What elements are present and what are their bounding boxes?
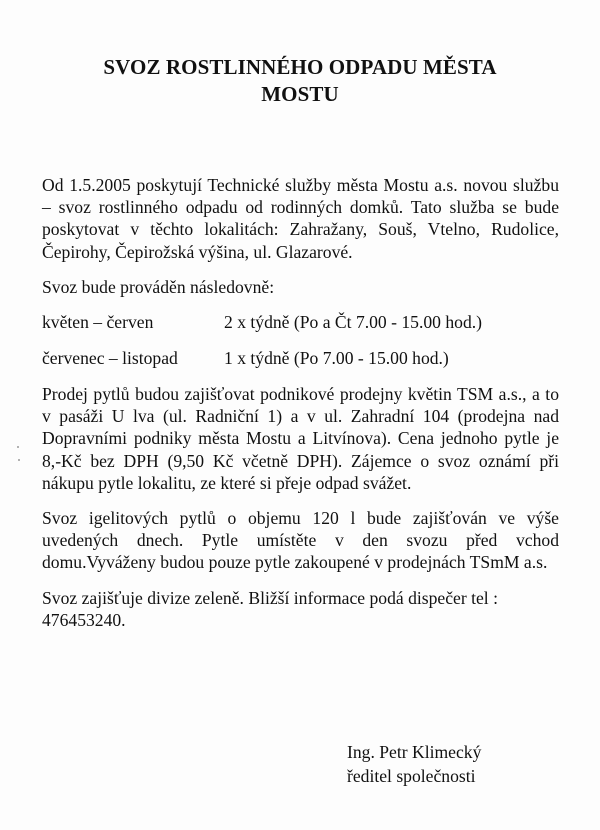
schedule-period: květen – červen [42,312,154,333]
schedule-frequency: 1 x týdně (Po 7.00 - 15.00 hod.) [224,348,449,369]
signature-role: ředitel společnosti [347,766,476,786]
sales-paragraph: Prodej pytlů budou zajišťovat podnikové prodejny květin TSM a.s., a to v pasáži U lva (ul. Radniční 1) a v ul. Zahradní 104 (prodejna nad Dopravními podniky města Mostu a Litvínova). Cena jednoho pytle je 8,-Kč bez DPH (9,50 Kč včetně DPH). Zájemce o svoz oznámí při nákupu pytle lokalitu, ze které si přeje odpad svážet. [42,384,559,493]
title-line-2: MOSTU [261,82,339,106]
title-line-1: SVOZ ROSTLINNÉHO ODPADU MĚSTA [103,55,497,79]
schedule-frequency: 2 x týdně (Po a Čt 7.00 - 15.00 hod.) [224,312,483,333]
schedule-intro: Svoz bude prováděn následovně: [42,276,275,297]
scan-speck [18,459,20,461]
signature-name: Ing. Petr Klimecký [347,742,482,762]
document-title [40,54,560,108]
intro-paragraph: Od 1.5.2005 poskytují Technické služby města Mostu a.s. novou službu – svoz rostlinného odpadu od rodinných domků. Tato služba se bude poskytovat v těchto lokalitách: Zahražany, Souš, Vtelno, Rudolice, Čepirohy, Čepirožská výšina, ul. Glazarové. [42,175,559,262]
contact-paragraph: Svoz zajišťuje divize zeleně. Bližší informace podá dispečer tel : 476453240. [42,587,498,630]
schedule-period: červenec – listopad [42,348,178,369]
schedule-row [42,347,559,369]
bags-paragraph: Svoz igelitových pytlů o objemu 120 l bude zajišťován ve výše uvedených dnech. Pytle umístěte v den svozu před vchod domu.Vyváženy budou pouze pytle zakoupené v prodejnách TSmM a.s. [42,508,559,573]
schedule-row [42,311,559,333]
signature-block [347,740,481,788]
document-body [42,174,559,644]
scan-speck [17,446,19,448]
